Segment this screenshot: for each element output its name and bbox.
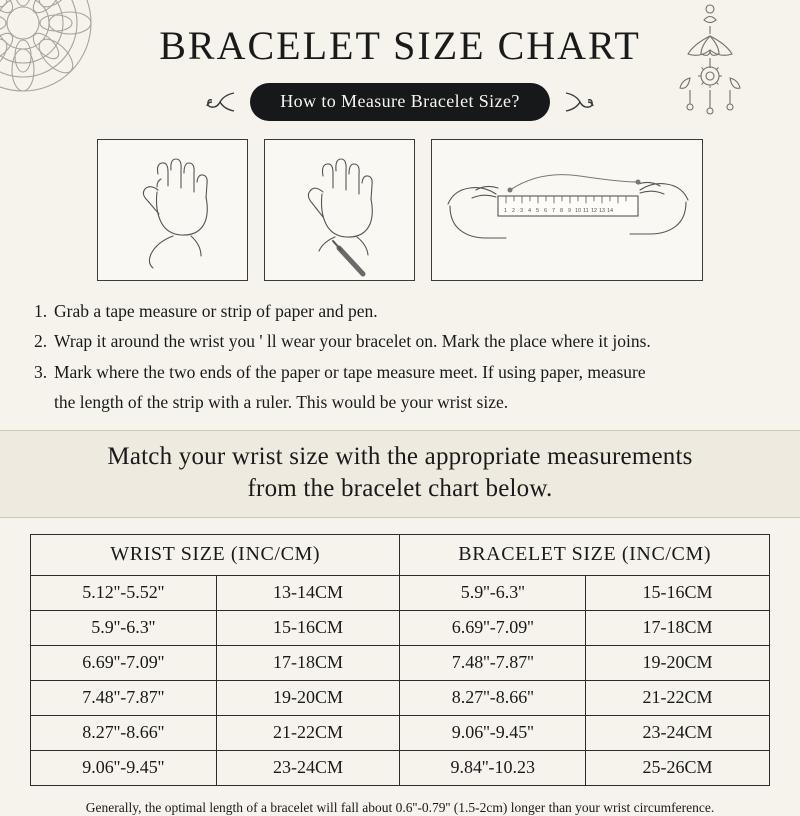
cell-wrist-cm: 13-14CM <box>216 576 400 611</box>
cell-bracelet-inch: 6.69''-7.09'' <box>400 611 586 646</box>
cell-wrist-inch: 8.27''-8.66'' <box>31 716 217 751</box>
instruction-step <box>34 297 766 325</box>
table-row <box>31 681 770 716</box>
cell-wrist-inch: 6.69''-7.09'' <box>31 646 217 681</box>
cell-wrist-cm: 21-22CM <box>216 716 400 751</box>
step-number: 2. <box>34 331 48 352</box>
svg-text:9: 9 <box>568 208 572 214</box>
cell-bracelet-inch: 9.06''-9.45'' <box>400 716 586 751</box>
instruction-steps <box>34 297 766 416</box>
step-text: Wrap it around the wrist you ' ll wear your bracelet on. Mark the place where it joins. <box>54 331 651 352</box>
table-header-bracelet: BRACELET SIZE (INC/CM) <box>400 535 770 576</box>
hand-with-paper-strip-illustration <box>97 139 248 281</box>
swirl-flourish-left-icon <box>206 89 236 115</box>
table-header-wrist: WRIST SIZE (INC/CM) <box>31 535 400 576</box>
illustration-row <box>0 139 800 281</box>
cell-bracelet-inch: 8.27''-8.66'' <box>400 681 586 716</box>
svg-text:14: 14 <box>607 208 614 214</box>
cell-bracelet-inch: 7.48''-7.87'' <box>400 646 586 681</box>
svg-text:10: 10 <box>575 208 582 214</box>
cell-bracelet-inch: 9.84''-10.23 <box>400 751 586 786</box>
step-text: Grab a tape measure or strip of paper and pen. <box>54 301 378 321</box>
svg-text:7: 7 <box>552 208 556 214</box>
cell-wrist-inch: 5.12''-5.52'' <box>31 576 217 611</box>
svg-text:5: 5 <box>536 208 540 214</box>
page-title: BRACELET SIZE CHART <box>159 23 641 68</box>
band-line-1: Match your wrist size with the appropriate measurements <box>107 443 693 471</box>
table-row <box>31 751 770 786</box>
cell-wrist-cm: 23-24CM <box>216 751 400 786</box>
svg-text:12: 12 <box>591 208 598 214</box>
cell-wrist-inch: 7.48''-7.87'' <box>31 681 217 716</box>
subtitle-row <box>0 83 800 121</box>
svg-text:2: 2 <box>512 208 516 214</box>
svg-text:1: 1 <box>504 208 508 214</box>
step-text: Mark where the two ends of the paper or tape measure meet. If using paper, measure <box>54 361 646 382</box>
hands-measuring-with-ruler-illustration <box>431 139 703 281</box>
cell-wrist-cm: 15-16CM <box>216 611 400 646</box>
instruction-step <box>34 358 766 386</box>
size-table <box>30 534 770 786</box>
swirl-flourish-right-icon <box>564 89 594 115</box>
cell-bracelet-cm: 25-26CM <box>586 751 770 786</box>
hand-with-pen-marking-illustration <box>264 139 415 281</box>
cell-wrist-inch: 9.06''-9.45'' <box>31 751 217 786</box>
step-number: 1. <box>34 301 48 321</box>
cell-bracelet-cm: 19-20CM <box>586 646 770 681</box>
svg-text:11: 11 <box>583 208 589 214</box>
cell-bracelet-cm: 15-16CM <box>586 576 770 611</box>
table-header-row <box>31 535 770 576</box>
table-row <box>31 576 770 611</box>
cell-bracelet-cm: 23-24CM <box>586 716 770 751</box>
cell-wrist-cm: 19-20CM <box>216 681 400 716</box>
match-instruction-band <box>0 430 800 518</box>
table-row <box>31 611 770 646</box>
table-row <box>31 646 770 681</box>
svg-text:13: 13 <box>599 208 606 214</box>
footnote: Generally, the optimal length of a bracelet will fall about 0.6''-0.79'' (1.5-2cm) longer than your wrist circumference. <box>85 800 715 816</box>
subtitle-pill: How to Measure Bracelet Size? <box>250 83 550 121</box>
cell-bracelet-inch: 5.9''-6.3'' <box>400 576 586 611</box>
svg-text:6: 6 <box>544 208 548 214</box>
step-text-continued: the length of the strip with a ruler. This would be your wrist size. <box>54 392 509 413</box>
svg-text:4: 4 <box>528 208 532 214</box>
cell-bracelet-cm: 17-18CM <box>586 611 770 646</box>
svg-text:3: 3 <box>520 208 524 214</box>
table-row <box>31 716 770 751</box>
cell-bracelet-cm: 21-22CM <box>586 681 770 716</box>
cell-wrist-cm: 17-18CM <box>216 646 400 681</box>
cell-wrist-inch: 5.9''-6.3'' <box>31 611 217 646</box>
band-line-2: from the bracelet chart below. <box>247 475 553 503</box>
step-number: 3. <box>34 361 48 382</box>
svg-text:8: 8 <box>560 208 564 214</box>
instruction-step <box>34 327 766 355</box>
